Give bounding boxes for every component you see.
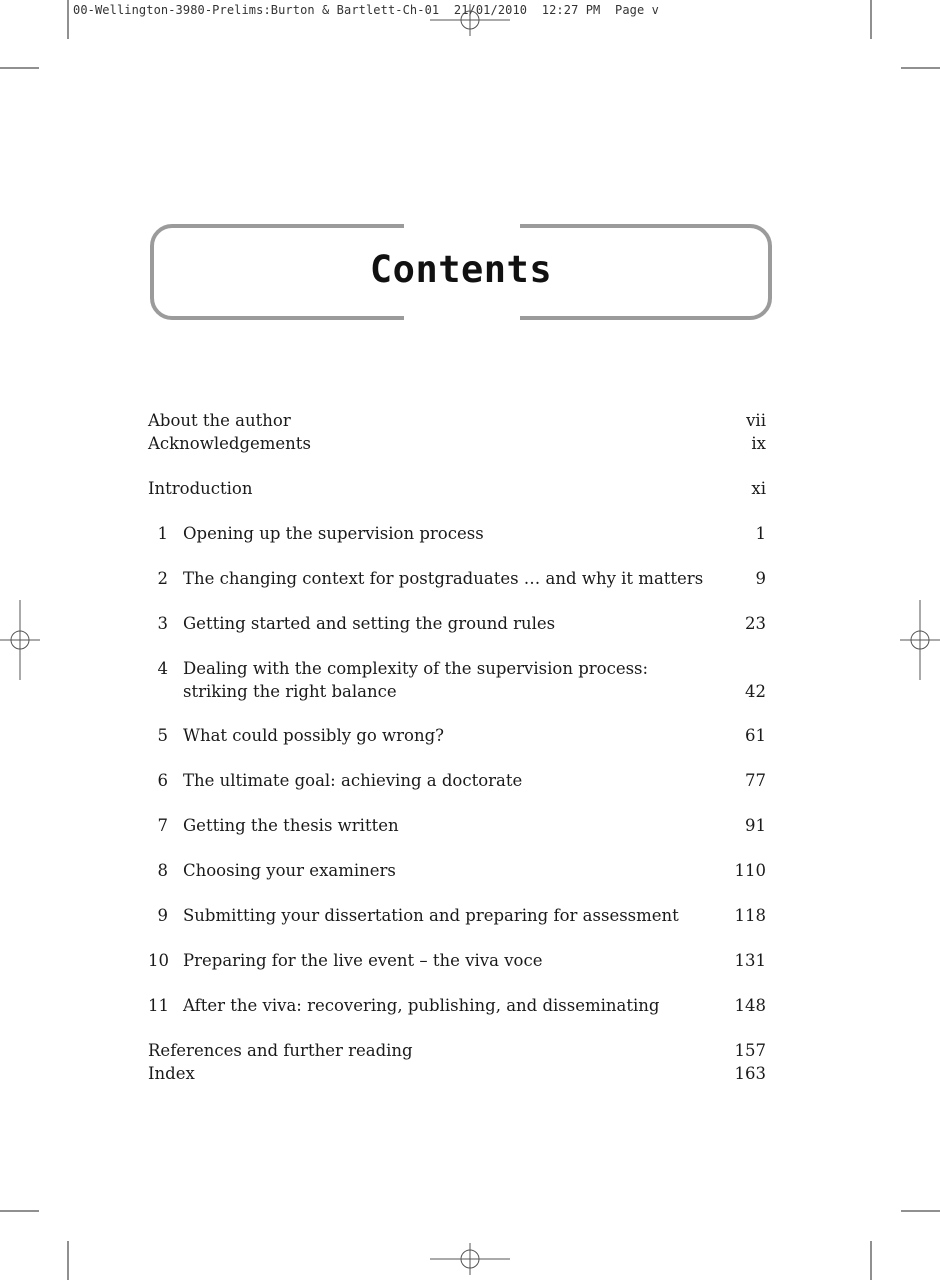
chapter-number: 4 — [157, 659, 168, 678]
toc-page-number: 42 — [745, 682, 766, 701]
toc-page-number: ix — [751, 434, 766, 453]
chapter-title: Getting started and setting the ground rules — [183, 614, 556, 633]
toc-page-number: 61 — [745, 726, 766, 745]
toc-page-number: 23 — [745, 614, 766, 633]
chapter-number: 6 — [157, 771, 168, 790]
chapter-number: 3 — [157, 614, 168, 633]
page-title: Contents — [369, 248, 553, 291]
toc-page-number: 157 — [734, 1041, 766, 1060]
toc-page-number: xi — [751, 479, 766, 498]
chapter-title: The changing context for postgraduates … and why it matters — [183, 569, 704, 588]
chapter-title: Choosing your examiners — [183, 861, 396, 880]
title-frame-gap — [404, 219, 520, 231]
chapter-number: 8 — [157, 861, 168, 880]
chapter-title: Dealing with the complexity of the supervision process: — [183, 659, 649, 678]
chapter-title: Opening up the supervision process — [183, 524, 484, 543]
toc-entry-label: References and further reading — [148, 1041, 413, 1060]
toc-entry-label: About the author — [148, 411, 291, 430]
chapter-title: Preparing for the live event – the viva voce — [183, 951, 543, 970]
chapter-title: Submitting your dissertation and preparing for assessment — [183, 906, 679, 925]
toc-page-number: 1 — [755, 524, 766, 543]
toc-page-number: vii — [746, 411, 766, 430]
chapter-number: 9 — [157, 906, 168, 925]
title-frame-gap — [404, 313, 520, 325]
chapter-number: 2 — [157, 569, 168, 588]
toc-entry-label: Introduction — [148, 479, 253, 498]
toc-chapter — [148, 657, 766, 703]
chapter-number: 1 — [157, 524, 168, 543]
registration-marks — [0, 4, 940, 1275]
chapter-title: After the viva: recovering, publishing, and disseminating — [183, 996, 660, 1015]
toc-page-number: 91 — [745, 816, 766, 835]
toc-entry-label: Index — [148, 1064, 195, 1083]
chapter-title: The ultimate goal: achieving a doctorate — [183, 771, 523, 790]
toc-page-number: 148 — [734, 996, 766, 1015]
toc-page-number: 118 — [734, 906, 766, 925]
chapter-title: Getting the thesis written — [183, 816, 399, 835]
toc-page-number: 163 — [734, 1064, 766, 1083]
print-slug: 00-Wellington-3980-Prelims:Burton & Bartlett-Ch-01 21/01/2010 12:27 PM Page v — [73, 3, 659, 17]
chapter-number: 7 — [157, 816, 168, 835]
chapter-number: 10 — [148, 951, 169, 970]
toc-page-number: 9 — [755, 569, 766, 588]
chapter-title: What could possibly go wrong? — [183, 726, 445, 745]
chapter-number: 11 — [148, 996, 169, 1015]
toc-page-number: 77 — [745, 771, 766, 790]
toc-entry-label: Acknowledgements — [148, 434, 311, 453]
toc-page-number: 131 — [734, 951, 766, 970]
chapter-number: 5 — [157, 726, 168, 745]
chapter-title-continued: striking the right balance — [183, 682, 397, 701]
toc-page-number: 110 — [734, 861, 766, 880]
